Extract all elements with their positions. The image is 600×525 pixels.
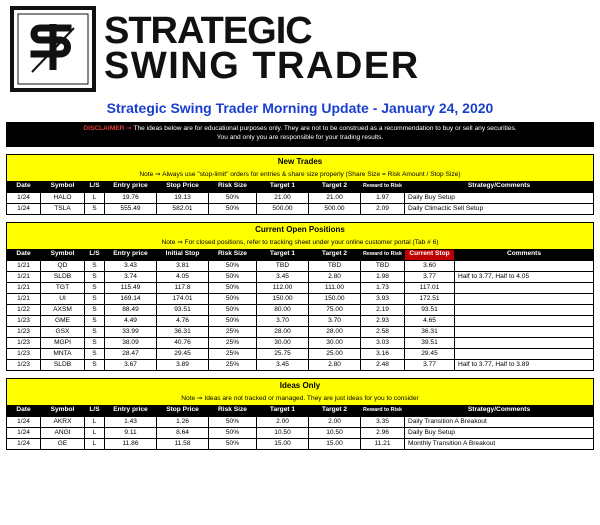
col-reward-to-risk: Reward to Risk [361,181,405,192]
cell-symbol: TSLA [41,203,85,214]
col-ls: L/S [85,181,105,192]
table-row [7,282,594,293]
cell-ls: S [85,326,105,337]
col-target-2: Target 2 [309,249,361,260]
cell-initial-stop: 40.76 [157,337,209,348]
cell-entry: 3.43 [105,260,157,271]
table-row [7,192,594,203]
section-new-trades [6,154,594,215]
cell-symbol: GE [41,438,85,449]
cell-date: 1/24 [7,438,41,449]
cell-risk: 50% [209,203,257,214]
cell-target-1: 150.00 [257,293,309,304]
cell-reward-to-risk: 3.16 [361,348,405,359]
cell-entry: 3.74 [105,271,157,282]
cell-ls: S [85,282,105,293]
cell-risk: 50% [209,271,257,282]
table-row [7,326,594,337]
cell-symbol: GSX [41,326,85,337]
brand-line-1: STRATEGIC [104,10,312,53]
cell-date: 1/24 [7,416,41,427]
cell-stop: 8.64 [157,427,209,438]
cell-target-1: 25.75 [257,348,309,359]
cell-comment [455,260,594,271]
table-row [7,416,594,427]
cell-initial-stop: 3.81 [157,260,209,271]
col-strategy-comments: Strategy/Comments [405,181,594,192]
cell-risk: 50% [209,282,257,293]
cell-entry: 1.43 [105,416,157,427]
table-ideas-only [6,405,594,450]
cell-target-2: 3.70 [309,315,361,326]
cell-reward-to-risk: 2.19 [361,304,405,315]
cell-comment: Daily Buy Setup [405,427,594,438]
cell-symbol: QD [41,260,85,271]
table-row [7,315,594,326]
cell-risk: 25% [209,337,257,348]
cell-reward-to-risk: TBD [361,260,405,271]
table-header-row [7,249,594,260]
brand-header [6,0,594,94]
cell-target-2: 2.00 [309,416,361,427]
col-entry-price: Entry price [105,249,157,260]
disclaimer-line-2: You and only you are responsible for your trading results. [216,133,384,141]
cell-comment [455,304,594,315]
cell-current-stop: 39.51 [405,337,455,348]
col-strategy-comments: Strategy/Comments [405,405,594,416]
cell-target-1: 15.00 [257,438,309,449]
cell-target-2: 15.00 [309,438,361,449]
table-new-trades [6,181,594,215]
cell-target-1: 21.00 [257,192,309,203]
cell-entry: 38.09 [105,337,157,348]
cell-risk: 50% [209,315,257,326]
col-date: Date [7,249,41,260]
cell-symbol: SLDB [41,271,85,282]
table-header-row [7,181,594,192]
cell-current-stop: 3.77 [405,359,455,370]
cell-ls: S [85,271,105,282]
cell-target-2: 30.00 [309,337,361,348]
section-ideas-only [6,378,594,450]
cell-current-stop: 93.51 [405,304,455,315]
cell-entry: 169.14 [105,293,157,304]
cell-comment [455,337,594,348]
table-row [7,293,594,304]
cell-ls: S [85,203,105,214]
cell-entry: 11.86 [105,438,157,449]
cell-target-1: 2.00 [257,416,309,427]
cell-risk: 25% [209,326,257,337]
cell-symbol: AXSM [41,304,85,315]
section-title-current-open-positions: Current Open Positions [6,222,594,236]
cell-reward-to-risk: 3.35 [361,416,405,427]
cell-comment: Monthly Transition A Breakout [405,438,594,449]
cell-target-2: 111.00 [309,282,361,293]
cell-ls: S [85,260,105,271]
cell-symbol: ANGI [41,427,85,438]
disclaimer-banner [6,122,594,147]
cell-target-2: 150.00 [309,293,361,304]
table-body-current-open-positions [7,260,594,370]
cell-symbol: UI [41,293,85,304]
cell-entry: 3.67 [105,359,157,370]
cell-target-1: 80.00 [257,304,309,315]
col-current-stop: Current Stop [405,249,455,260]
col-target-2: Target 2 [309,405,361,416]
col-risk-size: Risk Size [209,249,257,260]
table-row [7,271,594,282]
table-row [7,359,594,370]
cell-reward-to-risk: 3.93 [361,293,405,304]
cell-target-1: 3.45 [257,359,309,370]
cell-date: 1/21 [7,293,41,304]
cell-comment [455,293,594,304]
cell-date: 1/23 [7,315,41,326]
section-title-new-trades: New Trades [6,154,594,168]
table-row [7,304,594,315]
cell-comment [455,326,594,337]
cell-target-2: TBD [309,260,361,271]
cell-target-2: 25.00 [309,348,361,359]
cell-current-stop: 3.60 [405,260,455,271]
table-header-row [7,405,594,416]
sst-monogram-icon [10,6,96,92]
cell-target-1: 30.00 [257,337,309,348]
cell-comment: Daily Climactic Sell Setup [405,203,594,214]
cell-initial-stop: 93.51 [157,304,209,315]
table-row [7,348,594,359]
cell-ls: L [85,192,105,203]
table-row [7,337,594,348]
col-target-1: Target 1 [257,249,309,260]
table-row [7,203,594,214]
section-title-ideas-only: Ideas Only [6,378,594,392]
cell-initial-stop: 36.31 [157,326,209,337]
cell-date: 1/23 [7,348,41,359]
cell-risk: 25% [209,348,257,359]
cell-comment: Daily Buy Setup [405,192,594,203]
cell-date: 1/24 [7,427,41,438]
cell-ls: S [85,359,105,370]
cell-reward-to-risk: 3.03 [361,337,405,348]
cell-ls: S [85,293,105,304]
cell-risk: 50% [209,192,257,203]
col-comments: Comments [455,249,594,260]
cell-initial-stop: 174.01 [157,293,209,304]
cell-date: 1/21 [7,271,41,282]
cell-entry: 33.99 [105,326,157,337]
cell-symbol: TGT [41,282,85,293]
disclaimer-line-1: The ideas below are for educational purposes only. They are not to be construed as a recommendation to buy or sell any securities. [133,125,517,132]
cell-current-stop: 29.45 [405,348,455,359]
col-reward-to-risk: Reward to Risk [361,249,405,260]
page-title: Strategic Swing Trader Morning Update - January 24, 2020 [106,100,494,116]
col-ls: L/S [85,249,105,260]
cell-symbol: GME [41,315,85,326]
section-current-open-positions [6,222,594,371]
cell-comment: Half to 3.77, Half to 3.89 [455,359,594,370]
cell-reward-to-risk: 2.09 [361,203,405,214]
cell-target-1: 3.70 [257,315,309,326]
cell-initial-stop: 4.76 [157,315,209,326]
cell-symbol: HALO [41,192,85,203]
cell-comment: Daily Transition A Breakout [405,416,594,427]
cell-initial-stop: 29.45 [157,348,209,359]
cell-ls: L [85,427,105,438]
cell-initial-stop: 117.8 [157,282,209,293]
cell-target-1: 500.00 [257,203,309,214]
col-symbol: Symbol [41,249,85,260]
cell-target-2: 28.00 [309,326,361,337]
cell-symbol: AKRX [41,416,85,427]
cell-comment: Half to 3.77, Half to 4.05 [455,271,594,282]
cell-target-2: 500.00 [309,203,361,214]
section-note-current-open-positions: Note ⇒ For closed positions, refer to tracking sheet under your online customer portal (Tab # 6) [6,236,594,249]
col-initial-stop: Initial Stop [157,249,209,260]
cell-target-2: 10.50 [309,427,361,438]
cell-reward-to-risk: 2.48 [361,359,405,370]
col-entry-price: Entry price [105,181,157,192]
col-date: Date [7,181,41,192]
cell-date: 1/22 [7,304,41,315]
cell-ls: S [85,315,105,326]
col-risk-size: Risk Size [209,181,257,192]
cell-ls: S [85,348,105,359]
col-stop-price: Stop Price [157,405,209,416]
cell-reward-to-risk: 2.93 [361,315,405,326]
col-symbol: Symbol [41,405,85,416]
cell-target-2: 75.00 [309,304,361,315]
col-ls: L/S [85,405,105,416]
cell-risk: 50% [209,260,257,271]
cell-initial-stop: 3.89 [157,359,209,370]
cell-current-stop: 4.65 [405,315,455,326]
section-note-ideas-only: Note ⇒ Ideas are not tracked or managed. They are just ideas for you to consider [6,392,594,405]
col-reward-to-risk: Reward to Risk [361,405,405,416]
col-stop-price: Stop Price [157,181,209,192]
cell-current-stop: 117.01 [405,282,455,293]
cell-entry: 9.11 [105,427,157,438]
cell-ls: L [85,416,105,427]
table-row [7,438,594,449]
brand-wordmark [104,10,420,87]
cell-risk: 50% [209,416,257,427]
cell-comment [455,282,594,293]
cell-date: 1/24 [7,203,41,214]
col-risk-size: Risk Size [209,405,257,416]
table-row [7,260,594,271]
col-target-2: Target 2 [309,181,361,192]
table-row [7,427,594,438]
disclaimer-arrow: ⇒ [126,125,132,132]
col-target-1: Target 1 [257,405,309,416]
cell-date: 1/24 [7,192,41,203]
cell-target-2: 2.80 [309,271,361,282]
cell-entry: 19.76 [105,192,157,203]
cell-reward-to-risk: 1.97 [361,192,405,203]
cell-target-1: 3.45 [257,271,309,282]
cell-stop: 582.01 [157,203,209,214]
cell-entry: 555.49 [105,203,157,214]
cell-comment [455,348,594,359]
cell-date: 1/23 [7,337,41,348]
cell-risk: 50% [209,438,257,449]
cell-ls: S [85,304,105,315]
cell-target-1: TBD [257,260,309,271]
cell-target-2: 2.80 [309,359,361,370]
cell-target-1: 10.50 [257,427,309,438]
cell-symbol: SLDB [41,359,85,370]
col-entry-price: Entry price [105,405,157,416]
cell-symbol: MGPI [41,337,85,348]
cell-ls: S [85,337,105,348]
cell-stop: 19.13 [157,192,209,203]
cell-target-1: 112.00 [257,282,309,293]
cell-target-1: 28.00 [257,326,309,337]
cell-date: 1/21 [7,282,41,293]
cell-risk: 50% [209,293,257,304]
cell-stop: 1.26 [157,416,209,427]
section-note-new-trades: Note ⇒ Always use "stop-limit" orders for entries & share size properly (Share Size = Risk Amount / Stop Size) [6,168,594,181]
disclaimer-tag: DISCLAIMER [83,125,125,132]
cell-risk: 50% [209,304,257,315]
cell-entry: 28.47 [105,348,157,359]
cell-reward-to-risk: 1.73 [361,282,405,293]
cell-comment [455,315,594,326]
col-target-1: Target 1 [257,181,309,192]
cell-target-2: 21.00 [309,192,361,203]
col-date: Date [7,405,41,416]
cell-reward-to-risk: 2.58 [361,326,405,337]
cell-risk: 50% [209,427,257,438]
cell-current-stop: 36.31 [405,326,455,337]
cell-reward-to-risk: 1.98 [361,271,405,282]
cell-date: 1/23 [7,359,41,370]
cell-date: 1/21 [7,260,41,271]
cell-stop: 11.58 [157,438,209,449]
cell-risk: 25% [209,359,257,370]
cell-reward-to-risk: 2.96 [361,427,405,438]
cell-ls: L [85,438,105,449]
cell-initial-stop: 4.05 [157,271,209,282]
cell-date: 1/23 [7,326,41,337]
brand-line-2: SWING TRADER [104,45,420,87]
cell-entry: 115.49 [105,282,157,293]
cell-symbol: MNTA [41,348,85,359]
table-current-open-positions [6,249,594,371]
col-symbol: Symbol [41,181,85,192]
cell-reward-to-risk: 11.21 [361,438,405,449]
cell-entry: 4.49 [105,315,157,326]
cell-entry: 88.49 [105,304,157,315]
cell-current-stop: 3.77 [405,271,455,282]
cell-current-stop: 172.51 [405,293,455,304]
